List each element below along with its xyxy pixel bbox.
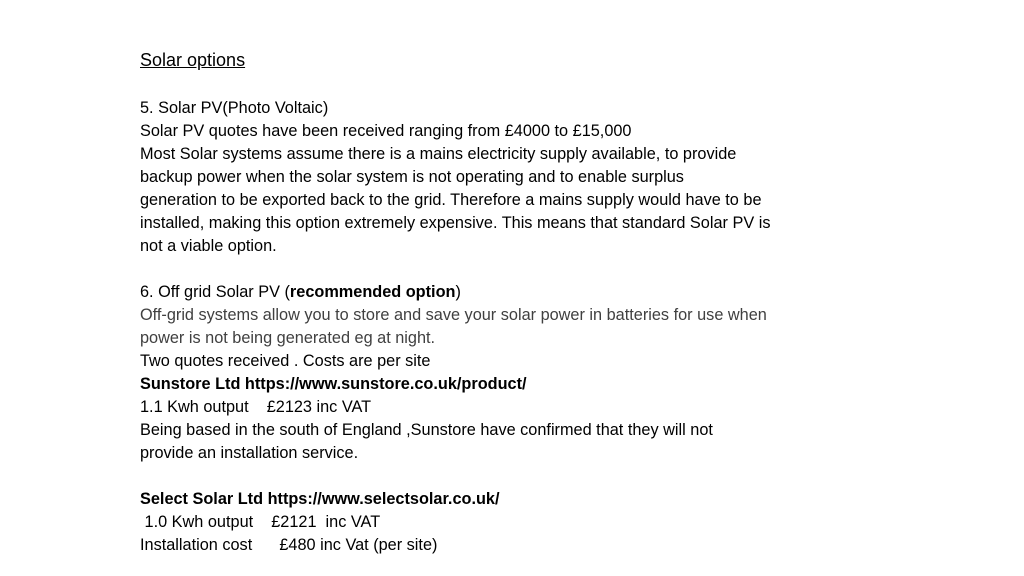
- section6-heading-prefix: 6. Off grid Solar PV (: [140, 283, 290, 301]
- slide-content: [140, 47, 830, 557]
- supplier1-note-line: Being based in the south of England ,Sunstore have confirmed that they will not: [140, 421, 713, 439]
- recommended-option-label: recommended option: [289, 283, 456, 301]
- supplier2-installation: Installation cost £480 inc Vat (per site): [140, 536, 438, 554]
- section6-quotes: Two quotes received . Costs are per site: [140, 352, 431, 370]
- section6-description-line: power is not being generated eg at night.: [140, 329, 436, 347]
- supplier1-name: [140, 373, 830, 396]
- section5-paragraph-line: not a viable option.: [140, 237, 277, 255]
- section6-heading-suffix: ): [455, 283, 461, 301]
- section5-quotes: Solar PV quotes have been received ranging from £4000 to £15,000: [140, 122, 632, 140]
- slide-title: Solar options: [140, 50, 246, 70]
- spacer: [140, 465, 830, 488]
- supplier1-note-line: provide an installation service.: [140, 444, 359, 462]
- supplier2-name-text: Select Solar Ltd https://www.selectsolar.co.uk/: [140, 490, 500, 508]
- section5-heading: 5. Solar PV(Photo Voltaic): [140, 99, 329, 117]
- section6-heading: [140, 281, 830, 304]
- section5-paragraph-line: Most Solar systems assume there is a mains electricity supply available, to provide: [140, 145, 737, 163]
- spacer: [140, 258, 830, 281]
- section6-description-line: Off-grid systems allow you to store and save your solar power in batteries for use when: [140, 306, 767, 324]
- section5-paragraph-line: backup power when the solar system is not operating and to enable surplus: [140, 168, 684, 186]
- section5-paragraph-line: installed, making this option extremely expensive. This means that standard Solar PV is: [140, 214, 771, 232]
- supplier2-name: [140, 488, 830, 511]
- supplier1-output: 1.1 Kwh output £2123 inc VAT: [140, 398, 372, 416]
- supplier1-name-text: Sunstore Ltd https://www.sunstore.co.uk/product/: [140, 375, 527, 393]
- section5-paragraph-line: generation to be exported back to the grid. Therefore a mains supply would have to be: [140, 191, 762, 209]
- supplier2-output: 1.0 Kwh output £2121 inc VAT: [140, 513, 381, 531]
